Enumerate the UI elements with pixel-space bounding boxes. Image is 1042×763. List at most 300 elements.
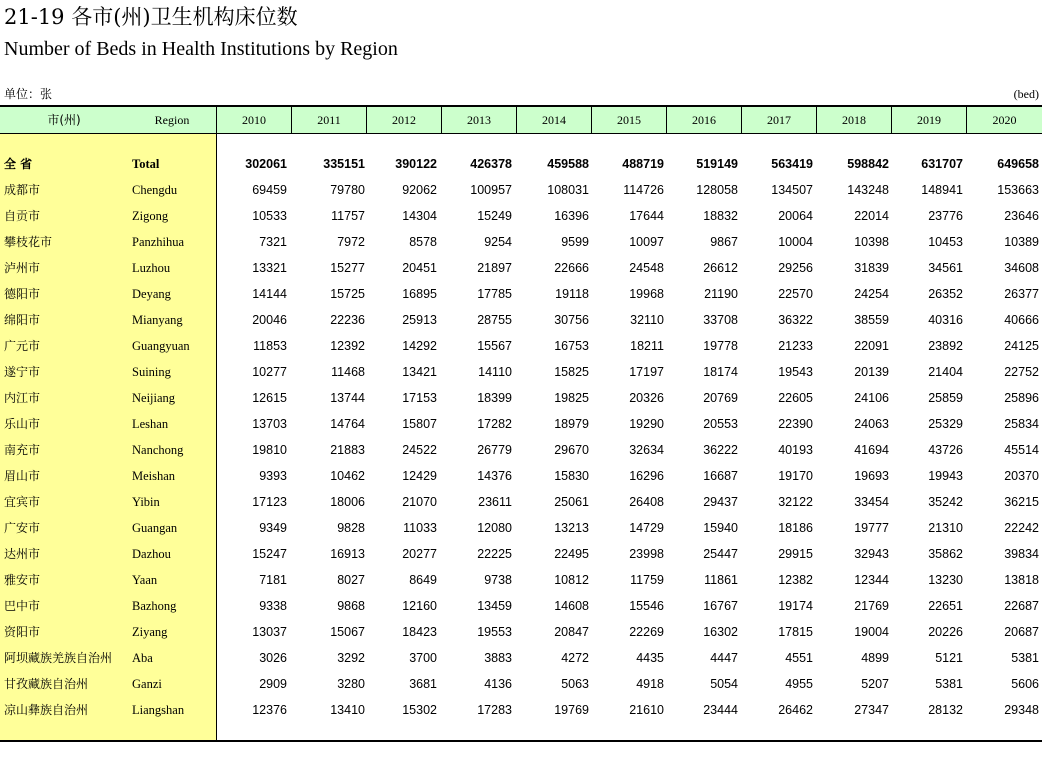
bed-count-cell: 11759 xyxy=(630,573,664,587)
bed-count-cell: 13410 xyxy=(330,703,365,717)
header-year: 2017 xyxy=(741,107,816,133)
bed-count-cell: 24125 xyxy=(1004,339,1039,353)
region-name-cn: 凉山彝族自治州 xyxy=(4,703,89,717)
region-name-cn: 全 省 xyxy=(4,157,33,171)
bed-count-cell: 16302 xyxy=(703,625,738,639)
region-name-cn: 资阳市 xyxy=(4,625,41,639)
bed-count-cell: 32943 xyxy=(854,547,889,561)
bed-count-cell: 36322 xyxy=(778,313,813,327)
bed-count-cell: 31839 xyxy=(854,261,889,275)
bed-count-cell: 21897 xyxy=(477,261,512,275)
bed-count-cell: 15067 xyxy=(330,625,365,639)
bed-count-cell: 16753 xyxy=(554,339,589,353)
bed-count-cell: 22242 xyxy=(1004,521,1039,535)
region-name-en: Zigong xyxy=(132,209,169,223)
bed-count-cell: 24106 xyxy=(854,391,889,405)
bed-count-cell: 100957 xyxy=(470,183,512,197)
bed-count-cell: 14608 xyxy=(554,599,589,613)
bed-count-cell: 15567 xyxy=(477,339,512,353)
region-name-cn: 雅安市 xyxy=(4,573,41,587)
unit-label-cn: 单位：张 xyxy=(4,87,53,101)
bed-count-cell: 21190 xyxy=(704,287,738,301)
region-name-en: Yaan xyxy=(132,573,158,587)
bed-count-cell: 5207 xyxy=(861,677,889,691)
bed-count-cell: 9338 xyxy=(259,599,287,613)
bed-count-cell: 43726 xyxy=(928,443,963,457)
header-region-cn: 市(州) xyxy=(0,107,128,133)
table-row xyxy=(0,203,1042,229)
bed-count-cell: 21769 xyxy=(854,599,889,613)
region-name-en: Panzhihua xyxy=(132,235,185,249)
bed-count-cell: 20769 xyxy=(703,391,738,405)
bed-count-cell: 5121 xyxy=(935,651,963,665)
bed-count-cell: 20226 xyxy=(928,625,963,639)
bed-count-cell: 649658 xyxy=(997,157,1039,171)
bed-count-cell: 26352 xyxy=(928,287,963,301)
bed-count-cell: 28755 xyxy=(477,313,512,327)
region-name-en: Guangan xyxy=(132,521,178,535)
bed-count-cell: 18186 xyxy=(778,521,813,535)
bed-count-cell: 11033 xyxy=(403,521,437,535)
region-name-cn: 广元市 xyxy=(4,339,41,353)
region-name-cn: 南充市 xyxy=(4,443,41,457)
bed-count-cell: 335151 xyxy=(323,157,365,171)
header-region-en: Region xyxy=(128,107,216,133)
region-name-en: Luzhou xyxy=(132,261,171,275)
bed-count-cell: 19777 xyxy=(854,521,889,535)
bed-count-cell: 302061 xyxy=(245,157,287,171)
bed-count-cell: 459588 xyxy=(547,157,589,171)
bed-count-cell: 18832 xyxy=(703,209,738,223)
region-name-en: Aba xyxy=(132,651,153,665)
bed-count-cell: 4447 xyxy=(710,651,738,665)
table-row xyxy=(0,489,1042,515)
bed-count-cell: 12382 xyxy=(778,573,813,587)
bed-count-cell: 563419 xyxy=(771,157,813,171)
bed-count-cell: 22236 xyxy=(330,313,365,327)
bed-count-cell: 23892 xyxy=(928,339,963,353)
bed-count-cell: 4272 xyxy=(561,651,589,665)
bed-count-cell: 22225 xyxy=(477,547,512,561)
table-row xyxy=(0,619,1042,645)
bed-count-cell: 9867 xyxy=(710,235,738,249)
bed-count-cell: 22495 xyxy=(554,547,589,561)
bed-count-cell: 4551 xyxy=(785,651,813,665)
table-row xyxy=(0,541,1042,567)
bed-count-cell: 28132 xyxy=(928,703,963,717)
bed-count-cell: 17123 xyxy=(252,495,287,509)
bed-count-cell: 18979 xyxy=(554,417,589,431)
bed-count-cell: 22091 xyxy=(854,339,889,353)
bed-count-cell: 12615 xyxy=(252,391,287,405)
bed-count-cell: 33708 xyxy=(703,313,738,327)
bed-count-cell: 22390 xyxy=(778,417,813,431)
table-row-total xyxy=(0,151,1042,177)
bed-count-cell: 29348 xyxy=(1004,703,1039,717)
bed-count-cell: 15807 xyxy=(402,417,437,431)
bed-count-cell: 23998 xyxy=(629,547,664,561)
table-title-en: Number of Beds in Health Institutions by Region xyxy=(4,38,398,60)
bed-count-cell: 19778 xyxy=(703,339,738,353)
region-name-en: Chengdu xyxy=(132,183,178,197)
region-name-en: Liangshan xyxy=(132,703,185,717)
region-name-cn: 达州市 xyxy=(4,547,41,561)
bed-count-cell: 21070 xyxy=(402,495,437,509)
bed-count-cell: 8578 xyxy=(409,235,437,249)
bed-count-cell: 17644 xyxy=(629,209,664,223)
bed-count-cell: 22752 xyxy=(1004,365,1039,379)
bed-count-cell: 26462 xyxy=(778,703,813,717)
bed-count-cell: 22651 xyxy=(928,599,963,613)
bed-count-cell: 10398 xyxy=(854,235,889,249)
bed-count-cell: 24063 xyxy=(854,417,889,431)
bed-count-cell: 519149 xyxy=(696,157,738,171)
bed-count-cell: 16767 xyxy=(703,599,738,613)
region-name-cn: 德阳市 xyxy=(4,287,41,301)
bed-count-cell: 13421 xyxy=(402,365,437,379)
table-row xyxy=(0,593,1042,619)
bed-count-cell: 390122 xyxy=(395,157,437,171)
table-row xyxy=(0,515,1042,541)
table-title-cn: 21-19 各市(州)卫生机构床位数 xyxy=(4,5,298,29)
region-name-cn: 乐山市 xyxy=(4,417,41,431)
bed-count-cell: 20370 xyxy=(1004,469,1039,483)
bed-count-cell: 13818 xyxy=(1004,573,1039,587)
bed-count-cell: 19170 xyxy=(778,469,813,483)
bed-count-cell: 9599 xyxy=(561,235,589,249)
region-name-en: Neijiang xyxy=(132,391,176,405)
bed-count-cell: 17815 xyxy=(778,625,813,639)
bed-count-cell: 45514 xyxy=(1004,443,1039,457)
bed-count-cell: 7181 xyxy=(259,573,287,587)
bed-count-cell: 17197 xyxy=(629,365,664,379)
bed-count-cell: 19290 xyxy=(629,417,664,431)
bed-count-cell: 13459 xyxy=(477,599,512,613)
region-name-cn: 遂宁市 xyxy=(4,365,41,379)
header-year: 2019 xyxy=(891,107,966,133)
bed-count-cell: 18399 xyxy=(477,391,512,405)
bed-count-cell: 7321 xyxy=(259,235,287,249)
bed-count-cell: 3700 xyxy=(409,651,437,665)
bed-count-cell: 10533 xyxy=(252,209,287,223)
region-name-cn: 自贡市 xyxy=(4,209,41,223)
bed-count-cell: 15825 xyxy=(554,365,589,379)
bed-count-cell: 25834 xyxy=(1004,417,1039,431)
bed-count-cell: 17785 xyxy=(477,287,512,301)
bed-count-cell: 18006 xyxy=(330,495,365,509)
bed-count-cell: 14304 xyxy=(402,209,437,223)
bed-count-cell: 20326 xyxy=(629,391,664,405)
region-name-en: Ganzi xyxy=(132,677,162,691)
bed-count-cell: 19825 xyxy=(554,391,589,405)
table-row xyxy=(0,385,1042,411)
bed-count-cell: 153663 xyxy=(997,183,1039,197)
bed-count-cell: 22269 xyxy=(629,625,664,639)
bed-count-cell: 18174 xyxy=(703,365,738,379)
table-row xyxy=(0,463,1042,489)
bed-count-cell: 20451 xyxy=(402,261,437,275)
bed-count-cell: 8649 xyxy=(409,573,437,587)
bed-count-cell: 108031 xyxy=(547,183,589,197)
header-year: 2018 xyxy=(816,107,891,133)
bed-count-cell: 19693 xyxy=(854,469,889,483)
bed-count-cell: 25447 xyxy=(703,547,738,561)
bed-count-cell: 17153 xyxy=(402,391,437,405)
bed-count-cell: 148941 xyxy=(921,183,963,197)
bed-count-cell: 35242 xyxy=(928,495,963,509)
region-name-cn: 成都市 xyxy=(4,183,41,197)
table-row xyxy=(0,177,1042,203)
bed-count-cell: 20847 xyxy=(554,625,589,639)
table-header xyxy=(0,107,1042,133)
bed-count-cell: 20553 xyxy=(703,417,738,431)
header-year: 2015 xyxy=(591,107,666,133)
bed-count-cell: 13744 xyxy=(330,391,365,405)
bed-count-cell: 33454 xyxy=(854,495,889,509)
bed-count-cell: 22570 xyxy=(778,287,813,301)
unit-label-en: (bed) xyxy=(1013,87,1039,101)
bed-count-cell: 9254 xyxy=(484,235,512,249)
bed-count-cell: 14376 xyxy=(477,469,512,483)
bed-count-cell: 134507 xyxy=(771,183,813,197)
bed-count-cell: 20277 xyxy=(402,547,437,561)
bed-count-cell: 24522 xyxy=(402,443,437,457)
region-name-cn: 攀枝花市 xyxy=(4,235,53,249)
bed-count-cell: 114726 xyxy=(623,183,664,197)
bed-count-cell: 12160 xyxy=(402,599,437,613)
table-top-rule xyxy=(0,105,1042,107)
bed-count-cell: 14292 xyxy=(402,339,437,353)
bed-count-cell: 17282 xyxy=(477,417,512,431)
region-name-en: Suining xyxy=(132,365,171,379)
region-name-en: Guangyuan xyxy=(132,339,190,353)
region-name-en: Total xyxy=(132,157,160,171)
bed-count-cell: 15546 xyxy=(629,599,664,613)
region-name-en: Leshan xyxy=(132,417,169,431)
bed-count-cell: 24548 xyxy=(629,261,664,275)
table-row xyxy=(0,437,1042,463)
bed-count-cell: 20046 xyxy=(252,313,287,327)
bed-count-cell: 3026 xyxy=(259,651,287,665)
region-name-cn: 泸州市 xyxy=(4,261,41,275)
bed-count-cell: 10097 xyxy=(629,235,664,249)
region-name-en: Deyang xyxy=(132,287,171,301)
region-name-en: Meishan xyxy=(132,469,176,483)
bed-count-cell: 21233 xyxy=(778,339,813,353)
bed-count-cell: 4136 xyxy=(484,677,512,691)
bed-count-cell: 20687 xyxy=(1004,625,1039,639)
bed-count-cell: 10389 xyxy=(1004,235,1039,249)
table-row xyxy=(0,671,1042,697)
bed-count-cell: 22687 xyxy=(1004,599,1039,613)
bed-count-cell: 17283 xyxy=(477,703,512,717)
region-name-en: Yibin xyxy=(132,495,160,509)
bed-count-cell: 16913 xyxy=(330,547,365,561)
bed-count-cell: 5381 xyxy=(935,677,963,691)
bed-count-cell: 24254 xyxy=(854,287,889,301)
bed-count-cell: 29437 xyxy=(703,495,738,509)
bed-count-cell: 14764 xyxy=(330,417,365,431)
table-row xyxy=(0,645,1042,671)
bed-count-cell: 13321 xyxy=(252,261,287,275)
bed-count-cell: 12344 xyxy=(854,573,889,587)
bed-count-cell: 15940 xyxy=(703,521,738,535)
table-row xyxy=(0,567,1042,593)
bed-count-cell: 18211 xyxy=(630,339,664,353)
bed-count-cell: 32122 xyxy=(778,495,813,509)
bed-count-cell: 19810 xyxy=(252,443,287,457)
region-name-en: Ziyang xyxy=(132,625,168,639)
bed-count-cell: 34561 xyxy=(928,261,963,275)
bed-count-cell: 598842 xyxy=(847,157,889,171)
bed-count-cell: 15277 xyxy=(330,261,365,275)
bed-count-cell: 10812 xyxy=(554,573,589,587)
table-row xyxy=(0,307,1042,333)
bed-count-cell: 14729 xyxy=(629,521,664,535)
region-name-en: Nanchong xyxy=(132,443,184,457)
region-name-cn: 阿坝藏族羌族自治州 xyxy=(4,651,113,665)
bed-count-cell: 12080 xyxy=(477,521,512,535)
bed-count-cell: 20064 xyxy=(778,209,813,223)
bed-count-cell: 26377 xyxy=(1004,287,1039,301)
bed-count-cell: 26612 xyxy=(703,261,738,275)
table-bottom-rule xyxy=(0,740,1042,742)
bed-count-cell: 13037 xyxy=(252,625,287,639)
bed-count-cell: 18423 xyxy=(402,625,437,639)
bed-count-cell: 27347 xyxy=(854,703,889,717)
bed-count-cell: 9349 xyxy=(259,521,287,535)
bed-count-cell: 11757 xyxy=(331,209,365,223)
bed-count-cell: 16895 xyxy=(402,287,437,301)
bed-count-cell: 39834 xyxy=(1004,547,1039,561)
bed-count-cell: 23776 xyxy=(928,209,963,223)
bed-count-cell: 19968 xyxy=(629,287,664,301)
bed-count-cell: 12392 xyxy=(330,339,365,353)
bed-count-cell: 10277 xyxy=(252,365,287,379)
bed-count-cell: 11468 xyxy=(331,365,365,379)
bed-count-cell: 29670 xyxy=(554,443,589,457)
header-bottom-rule xyxy=(0,133,1042,134)
bed-count-cell: 10453 xyxy=(928,235,963,249)
bed-count-cell: 23646 xyxy=(1004,209,1039,223)
bed-count-cell: 10462 xyxy=(330,469,365,483)
header-year: 2014 xyxy=(516,107,591,133)
bed-count-cell: 19769 xyxy=(554,703,589,717)
header-year: 2011 xyxy=(291,107,366,133)
bed-count-cell: 13213 xyxy=(554,521,589,535)
bed-count-cell: 25859 xyxy=(928,391,963,405)
bed-count-cell: 23611 xyxy=(478,495,512,509)
region-name-en: Dazhou xyxy=(132,547,171,561)
bed-count-cell: 32110 xyxy=(630,313,664,327)
bed-count-cell: 15249 xyxy=(477,209,512,223)
bed-count-cell: 34608 xyxy=(1004,261,1039,275)
header-year: 2012 xyxy=(366,107,441,133)
region-name-cn: 绵阳市 xyxy=(4,313,41,327)
bed-count-cell: 9738 xyxy=(484,573,512,587)
bed-count-cell: 69459 xyxy=(252,183,287,197)
table-row xyxy=(0,411,1042,437)
bed-count-cell: 4435 xyxy=(636,651,664,665)
bed-count-cell: 8027 xyxy=(337,573,365,587)
bed-count-cell: 16687 xyxy=(703,469,738,483)
bed-count-cell: 12429 xyxy=(402,469,437,483)
bed-count-cell: 19174 xyxy=(778,599,813,613)
bed-count-cell: 36215 xyxy=(1004,495,1039,509)
bed-count-cell: 3883 xyxy=(484,651,512,665)
bed-count-cell: 36222 xyxy=(703,443,738,457)
bed-count-cell: 15725 xyxy=(330,287,365,301)
bed-count-cell: 26408 xyxy=(629,495,664,509)
region-name-cn: 宜宾市 xyxy=(4,495,41,509)
bed-count-cell: 22605 xyxy=(778,391,813,405)
region-name-en: Mianyang xyxy=(132,313,183,327)
region-name-en: Bazhong xyxy=(132,599,177,613)
bed-count-cell: 21610 xyxy=(629,703,664,717)
table-row xyxy=(0,333,1042,359)
bed-count-cell: 25061 xyxy=(554,495,589,509)
bed-count-cell: 128058 xyxy=(696,183,738,197)
bed-count-cell: 40666 xyxy=(1004,313,1039,327)
bed-count-cell: 5063 xyxy=(561,677,589,691)
bed-count-cell: 40193 xyxy=(778,443,813,457)
bed-count-cell: 19553 xyxy=(477,625,512,639)
bed-count-cell: 15302 xyxy=(402,703,437,717)
bed-count-cell: 19004 xyxy=(854,625,889,639)
region-name-cn: 广安市 xyxy=(4,521,41,535)
bed-count-cell: 426378 xyxy=(470,157,512,171)
header-year: 2020 xyxy=(966,107,1042,133)
bed-count-cell: 21310 xyxy=(928,521,963,535)
table-row xyxy=(0,359,1042,385)
table-row xyxy=(0,229,1042,255)
bed-count-cell: 25329 xyxy=(928,417,963,431)
bed-count-cell: 9828 xyxy=(337,521,365,535)
bed-count-cell: 9868 xyxy=(337,599,365,613)
bed-count-cell: 23444 xyxy=(703,703,738,717)
bed-count-cell: 143248 xyxy=(847,183,889,197)
bed-count-cell: 4918 xyxy=(636,677,664,691)
bed-count-cell: 29915 xyxy=(778,547,813,561)
bed-count-cell: 35862 xyxy=(928,547,963,561)
bed-count-cell: 5606 xyxy=(1011,677,1039,691)
bed-count-cell: 92062 xyxy=(402,183,437,197)
bed-count-cell: 5054 xyxy=(710,677,738,691)
table-row xyxy=(0,255,1042,281)
bed-count-cell: 11853 xyxy=(253,339,287,353)
table-row xyxy=(0,281,1042,307)
region-name-cn: 甘孜藏族自治州 xyxy=(4,677,89,691)
bed-count-cell: 7972 xyxy=(337,235,365,249)
bed-count-cell: 14110 xyxy=(478,365,512,379)
bed-count-cell: 16396 xyxy=(554,209,589,223)
bed-count-cell: 21883 xyxy=(330,443,365,457)
bed-count-cell: 22014 xyxy=(854,209,889,223)
bed-count-cell: 40316 xyxy=(928,313,963,327)
header-year: 2010 xyxy=(216,107,291,133)
bed-count-cell: 25913 xyxy=(402,313,437,327)
header-year: 2013 xyxy=(441,107,516,133)
bed-count-cell: 19543 xyxy=(778,365,813,379)
bed-count-cell: 15830 xyxy=(554,469,589,483)
bed-count-cell: 41694 xyxy=(854,443,889,457)
bed-count-cell: 16296 xyxy=(629,469,664,483)
bed-count-cell: 26779 xyxy=(477,443,512,457)
bed-count-cell: 32634 xyxy=(629,443,664,457)
bed-count-cell: 13230 xyxy=(928,573,963,587)
bed-count-cell: 21404 xyxy=(928,365,963,379)
bed-count-cell: 19118 xyxy=(555,287,589,301)
